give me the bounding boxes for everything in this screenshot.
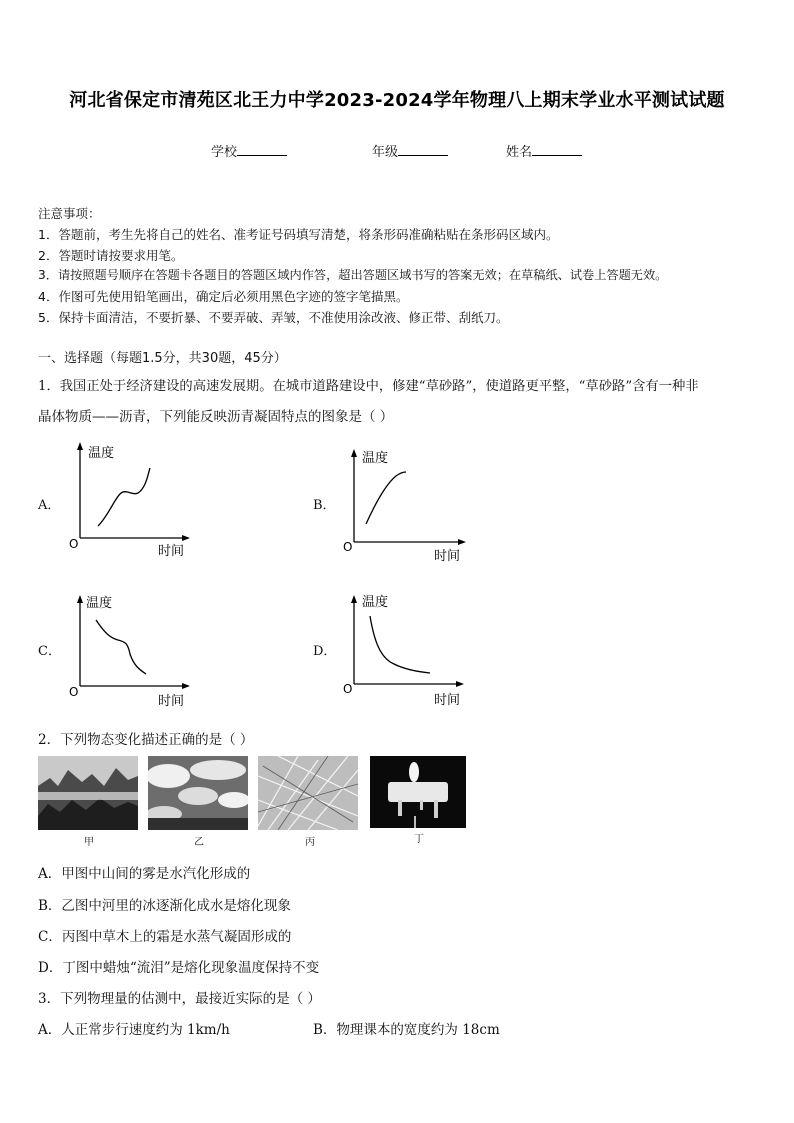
graph-ylabel: 温度 <box>86 596 113 611</box>
x-arrow-icon <box>456 681 464 687</box>
note-item: 1．答题前，考生先将自己的姓名、准考证号码填写清楚，将条形码准确粘贴在条形码区域内。 <box>38 227 559 242</box>
name-field <box>506 141 582 160</box>
photo-caption: 丁 <box>414 834 424 845</box>
school-label: 学校 <box>211 145 238 160</box>
photo-caption: 乙 <box>194 837 204 848</box>
curve-a <box>98 468 150 526</box>
photo-caption: 甲 <box>84 837 94 848</box>
option-b-letter: B． <box>313 498 336 513</box>
note-item: 3．请按照题号顺序在答题卡各题目的答题区域内作答，超出答题区域书写的答案无效；在草稿纸、试卷上答题无效。 <box>38 268 668 282</box>
option-c-letter: C． <box>38 644 61 659</box>
graph-origin: O <box>343 540 353 554</box>
curve-d <box>370 616 430 673</box>
graph-origin: O <box>69 685 79 699</box>
y-arrow-icon <box>351 449 357 457</box>
graph-ylabel: 温度 <box>88 446 115 461</box>
note-item: 2．答题时请按要求用笔。 <box>38 248 184 263</box>
graph-xlabel: 时间 <box>158 694 185 709</box>
graph-ylabel: 温度 <box>362 451 389 466</box>
photo-snowy-river <box>148 756 248 830</box>
note-item: 4．作图可先使用铅笔画出，确定后必须用黑色字迹的签字笔描黑。 <box>38 289 409 304</box>
y-arrow-icon <box>77 442 83 450</box>
page-title: 河北省保定市清苑区北王力中学2023-2024学年物理八上期末学业水平测试试题 <box>69 90 725 111</box>
question-2-option-d: D．丁图中蜡烛“流泪”是熔化现象温度保持不变 <box>38 960 320 976</box>
graph-xlabel: 时间 <box>158 544 185 559</box>
question-1-line-1: 1．我国正处于经济建设的高速发展期。在城市道路建设中，修建“草砂路”，使道路更平整，“草砂路”含有一种非 <box>38 379 699 394</box>
x-arrow-icon <box>182 535 190 541</box>
y-arrow-icon <box>77 595 83 603</box>
grade-field <box>372 141 448 160</box>
grade-label: 年级 <box>372 145 399 160</box>
graph-a <box>68 438 198 560</box>
question-3-stem: 3．下列物理量的估测中，最接近实际的是（ ） <box>38 991 321 1007</box>
section-heading: 一、选择题（每题1.5分，共30题，45分） <box>38 351 287 366</box>
curve-c <box>96 620 146 674</box>
notes-heading: 注意事项： <box>38 206 101 221</box>
x-arrow-icon <box>458 539 466 545</box>
photo-caption: 丙 <box>305 837 315 848</box>
question-2-option-c: C．丙图中草木上的霜是水蒸气凝固形成的 <box>38 929 292 945</box>
school-blank <box>237 143 287 156</box>
graph-origin: O <box>343 682 353 696</box>
grade-blank <box>398 143 448 156</box>
graph-origin: O <box>69 537 79 551</box>
graph-c <box>68 590 198 712</box>
graph-xlabel: 时间 <box>434 693 461 708</box>
y-arrow-icon <box>351 595 357 603</box>
question-1-line-2: 晶体物质——沥青，下列能反映沥青凝固特点的图象是（ ） <box>38 409 394 425</box>
name-blank <box>532 143 582 156</box>
name-label: 姓名 <box>506 145 533 160</box>
option-a-letter: A． <box>38 498 61 513</box>
graph-ylabel: 温度 <box>362 595 389 610</box>
option-d-letter: D． <box>313 644 337 659</box>
note-item: 5．保持卡面清洁，不要折暴、不要弄破、弄皱，不准使用涂改液、修正带、刮纸刀。 <box>38 310 509 325</box>
question-2-stem: 2．下列物态变化描述正确的是（ ） <box>38 732 254 748</box>
graph-b <box>342 444 472 566</box>
question-3-option-b: B．物理课本的宽度约为 18cm <box>313 1022 500 1038</box>
question-2-option-a: A．甲图中山间的雾是水汽化形成的 <box>38 866 251 882</box>
curve-b <box>366 472 406 524</box>
graph-d <box>342 590 472 712</box>
photo-frost-branches <box>258 756 358 830</box>
x-arrow-icon <box>182 683 190 689</box>
photo-mountain-mist <box>38 756 138 830</box>
photo-melting-candle <box>370 756 466 830</box>
graph-xlabel: 时间 <box>434 549 461 564</box>
school-field <box>211 141 287 160</box>
question-3-option-a: A．人正常步行速度约为 1km/h <box>38 1022 230 1038</box>
question-2-option-b: B．乙图中河里的冰逐渐化成水是熔化现象 <box>38 898 291 914</box>
